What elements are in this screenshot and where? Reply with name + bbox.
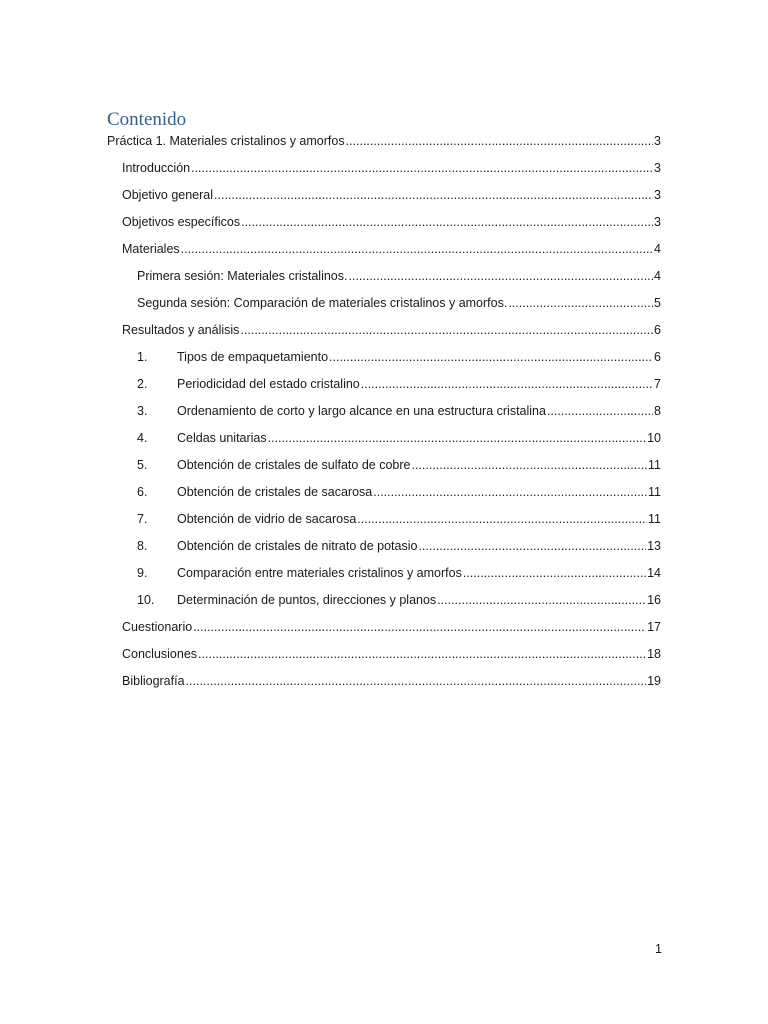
toc-entry[interactable] [137,511,661,528]
toc-entry[interactable] [137,295,661,312]
toc-entry-page: 10 [647,431,661,445]
toc-entry-page: 3 [654,215,661,229]
toc-leader-dots [361,376,653,393]
toc-leader-dots [268,430,646,447]
toc-entry[interactable] [122,241,661,258]
toc-entry[interactable] [137,457,661,474]
toc-entry-page: 8 [654,404,661,418]
toc-entry-page: 3 [654,134,661,148]
toc-entry-text: Conclusiones [122,647,198,661]
toc-entry-page: 4 [654,269,661,283]
toc-entry-page: 18 [647,647,661,661]
toc-entry-page: 11 [648,512,661,526]
page-number: 1 [655,942,662,956]
toc-leader-dots [411,457,647,474]
toc-entry-text: Ordenamiento de corto y largo alcance en una estructura cristalina [177,404,546,418]
toc-entry[interactable] [107,133,661,150]
toc-leader-dots [463,565,646,582]
toc-entry[interactable] [122,673,661,690]
toc-entry-number: 2. [137,377,148,391]
toc-leader-dots [198,646,646,663]
toc-entry-number: 10. [137,593,155,607]
toc-entry-text: Tipos de empaquetamiento [177,350,329,364]
toc-leader-dots [437,592,646,609]
toc-leader-dots [214,187,653,204]
toc-entry-page: 11 [648,485,661,499]
toc-entry-text: Segunda sesión: Comparación de materiales cristalinos y amorfos. [137,296,508,310]
toc-leader-dots [241,214,653,231]
toc-entry[interactable] [137,430,661,447]
toc-leader-dots [181,241,653,258]
toc-entry[interactable] [122,214,661,231]
toc-entry[interactable] [122,619,661,636]
toc-entry-page: 16 [647,593,661,607]
toc-entry-page: 3 [654,188,661,202]
toc-entry[interactable] [137,349,661,366]
toc-leader-dots [508,295,653,312]
toc-entry[interactable] [122,646,661,663]
toc-entry-page: 13 [647,539,661,553]
toc-entry-page: 5 [654,296,661,310]
toc-entry-number: 9. [137,566,148,580]
toc-entry[interactable] [137,268,661,285]
toc-entry-text: Celdas unitarias [177,431,267,445]
toc-entry[interactable] [122,160,661,177]
toc-entry-page: 3 [654,161,661,175]
toc-entry-text: Bibliografía [122,674,185,688]
toc-entry-text: Introducción [122,161,191,175]
toc-entry[interactable] [137,538,661,555]
toc-entry-text: Determinación de puntos, direcciones y planos [177,593,437,607]
toc-entry-text: Objetivos específicos [122,215,241,229]
toc-leader-dots [191,160,653,177]
toc-entry[interactable] [137,376,661,393]
toc-leader-dots [547,403,653,420]
toc-title: Contenido [107,109,187,130]
toc-entry-number: 6. [137,485,148,499]
toc-entry[interactable] [137,484,661,501]
toc-entry-text: Comparación entre materiales cristalinos y amorfos [177,566,462,580]
toc-entry[interactable] [122,187,661,204]
toc-entry[interactable] [122,322,661,339]
toc-leader-dots [329,349,653,366]
toc-entry-text: Resultados y análisis [122,323,240,337]
toc-entry-text: Primera sesión: Materiales cristalinos. [137,269,348,283]
toc-entry-number: 3. [137,404,148,418]
toc-entry-page: 6 [654,350,661,364]
toc-entry[interactable] [137,592,661,609]
toc-entry-text: Práctica 1. Materiales cristalinos y amorfos [107,134,345,148]
toc-entry-text: Obtención de cristales de nitrato de potasio [177,539,418,553]
toc-leader-dots [240,322,653,339]
toc-leader-dots [357,511,647,528]
toc-entry-page: 14 [647,566,661,580]
toc-entry-page: 17 [647,620,661,634]
toc-entry-number: 5. [137,458,148,472]
toc-entry[interactable] [137,565,661,582]
toc-leader-dots [186,673,647,690]
toc-entry-number: 4. [137,431,148,445]
toc-entry-page: 11 [648,458,661,472]
toc-entry-page: 7 [654,377,661,391]
toc-leader-dots [193,619,646,636]
toc-leader-dots [349,268,654,285]
toc-entry[interactable] [137,403,661,420]
toc-entry-number: 8. [137,539,148,553]
toc-entry-page: 4 [654,242,661,256]
toc-entry-text: Obtención de cristales de sulfato de cobre [177,458,411,472]
toc-entry-page: 19 [647,674,661,688]
toc-entry-number: 1. [137,350,148,364]
toc-leader-dots [418,538,646,555]
toc-entry-text: Periodicidad del estado cristalino [177,377,360,391]
toc-entry-text: Materiales [122,242,180,256]
toc-entry-text: Obtención de vidrio de sacarosa [177,512,357,526]
toc-entry-text: Obtención de cristales de sacarosa [177,485,373,499]
toc-entry-text: Cuestionario [122,620,193,634]
toc-entry-text: Objetivo general [122,188,214,202]
toc-entry-page: 6 [654,323,661,337]
toc-leader-dots [373,484,647,501]
toc-entry-number: 7. [137,512,148,526]
toc-leader-dots [346,133,653,150]
